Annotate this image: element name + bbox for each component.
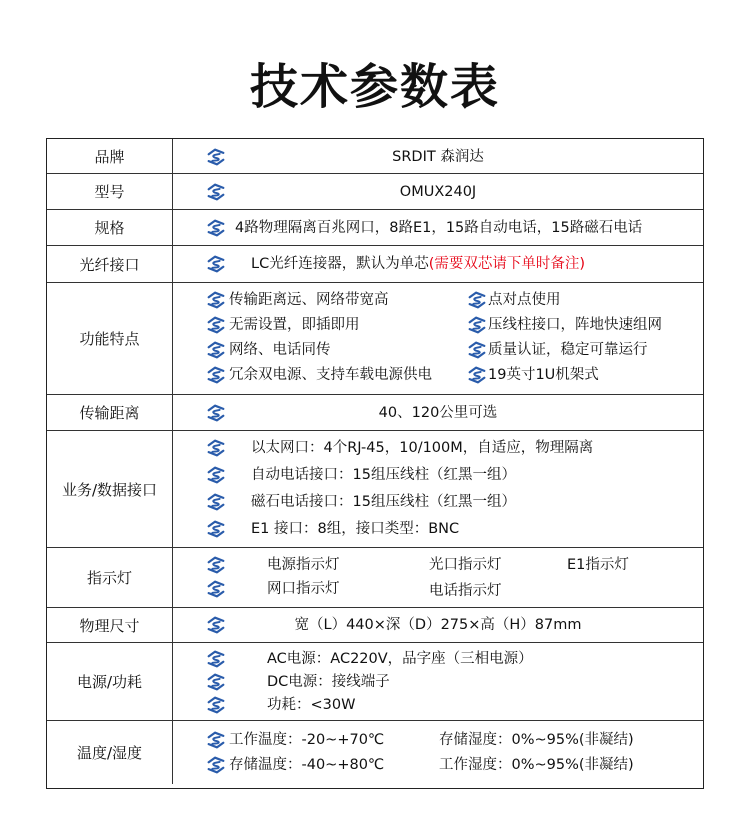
- indicator-item: 光口指示灯: [429, 557, 502, 573]
- s-logo-icon: [205, 648, 227, 670]
- row-value-environment: [173, 721, 703, 784]
- feature-item: 无需设置，即插即用: [229, 317, 360, 333]
- row-value-brand: [173, 139, 703, 174]
- spec-text: 4路物理隔离百兆网口，8路E1，15路自动电话，15路磁石电话: [235, 220, 643, 236]
- interface-item: E1 接口：8组，接口类型：BNC: [251, 521, 460, 537]
- feature-item: 点对点使用: [488, 292, 561, 308]
- row-label-distance: 传输距离: [47, 395, 173, 431]
- s-logo-icon: [205, 437, 227, 459]
- s-logo-icon: [205, 253, 227, 275]
- indicator-item: E1指示灯: [567, 557, 629, 573]
- interface-item: 自动电话接口：15组压线柱（红黑一组）: [251, 467, 516, 483]
- row-value-dimensions: [173, 608, 703, 643]
- s-logo-icon: [466, 364, 488, 386]
- s-logo-icon: [205, 518, 227, 540]
- row-value-features: [173, 283, 703, 395]
- s-logo-icon: [205, 217, 227, 239]
- power-item: AC电源：AC220V，品字座（三相电源）: [267, 651, 533, 667]
- s-logo-icon: [205, 491, 227, 513]
- dimensions-text: 宽（L）440×深（D）275×高（H）87mm: [294, 617, 582, 633]
- indicator-item: 网口指示灯: [267, 581, 340, 597]
- s-logo-icon: [205, 339, 227, 361]
- s-logo-icon: [466, 289, 488, 311]
- feature-item: 压线柱接口，阵地快速组网: [488, 317, 662, 333]
- s-logo-icon: [205, 464, 227, 486]
- row-value-power: [173, 643, 703, 721]
- s-logo-icon: [205, 554, 227, 576]
- power-item: DC电源：接线端子: [267, 674, 390, 690]
- s-logo-icon: [205, 578, 227, 600]
- environment-item: 工作温度：-20~+70℃: [229, 732, 385, 748]
- row-label-dimensions: 物理尺寸: [47, 608, 173, 643]
- row-label-fiber: 光纤接口: [47, 246, 173, 283]
- row-value-indicators: [173, 548, 703, 608]
- feature-item: 冗余双电源、支持车载电源供电: [229, 367, 432, 383]
- s-logo-icon: [205, 694, 227, 716]
- feature-item: 网络、电话同传: [229, 342, 331, 358]
- s-logo-icon: [205, 364, 227, 386]
- row-label-interfaces: 业务/数据接口: [47, 431, 173, 548]
- row-label-spec: 规格: [47, 210, 173, 246]
- row-label-model: 型号: [47, 174, 173, 210]
- power-item: 功耗：<30W: [267, 697, 356, 713]
- indicator-item: 电话指示灯: [429, 583, 502, 599]
- feature-item: 传输距离远、网络带宽高: [229, 292, 389, 308]
- s-logo-icon: [205, 754, 227, 776]
- page-title: 技术参数表: [249, 59, 500, 115]
- row-value-spec: [173, 210, 703, 246]
- environment-item: 存储湿度：0%~95%(非凝结): [439, 732, 634, 748]
- fiber-connector-text: LC光纤连接器，默认为单芯: [251, 256, 429, 272]
- row-label-power: 电源/功耗: [47, 643, 173, 721]
- row-value-model: [173, 174, 703, 210]
- row-value-interfaces: [173, 431, 703, 548]
- model-text: OMUX240J: [399, 184, 477, 200]
- environment-item: 工作湿度：0%~95%(非凝结): [439, 757, 634, 773]
- row-label-brand: 品牌: [47, 139, 173, 174]
- s-logo-icon: [205, 729, 227, 751]
- feature-item: 19英寸1U机架式: [488, 367, 599, 383]
- s-logo-icon: [466, 314, 488, 336]
- row-label-environment: 温度/湿度: [47, 721, 173, 784]
- fiber-note: (需要双芯请下单时备注): [428, 256, 586, 272]
- spec-table: [46, 138, 704, 789]
- s-logo-icon: [205, 314, 227, 336]
- row-label-features: 功能特点: [47, 283, 173, 395]
- interface-item: 磁石电话接口：15组压线柱（红黑一组）: [251, 494, 516, 510]
- brand-text: SRDIT 森润达: [392, 149, 484, 165]
- row-value-fiber: [173, 246, 703, 283]
- s-logo-icon: [466, 339, 488, 361]
- s-logo-icon: [205, 671, 227, 693]
- distance-text: 40、120公里可选: [378, 405, 498, 421]
- indicator-item: 电源指示灯: [267, 557, 340, 573]
- row-value-distance: [173, 395, 703, 431]
- interface-item: 以太网口：4个RJ-45，10/100M，自适应，物理隔离: [251, 440, 594, 456]
- feature-item: 质量认证，稳定可靠运行: [488, 342, 648, 358]
- row-label-indicators: 指示灯: [47, 548, 173, 608]
- environment-item: 存储温度：-40~+80℃: [229, 757, 385, 773]
- s-logo-icon: [205, 289, 227, 311]
- fiber-text: [251, 255, 585, 273]
